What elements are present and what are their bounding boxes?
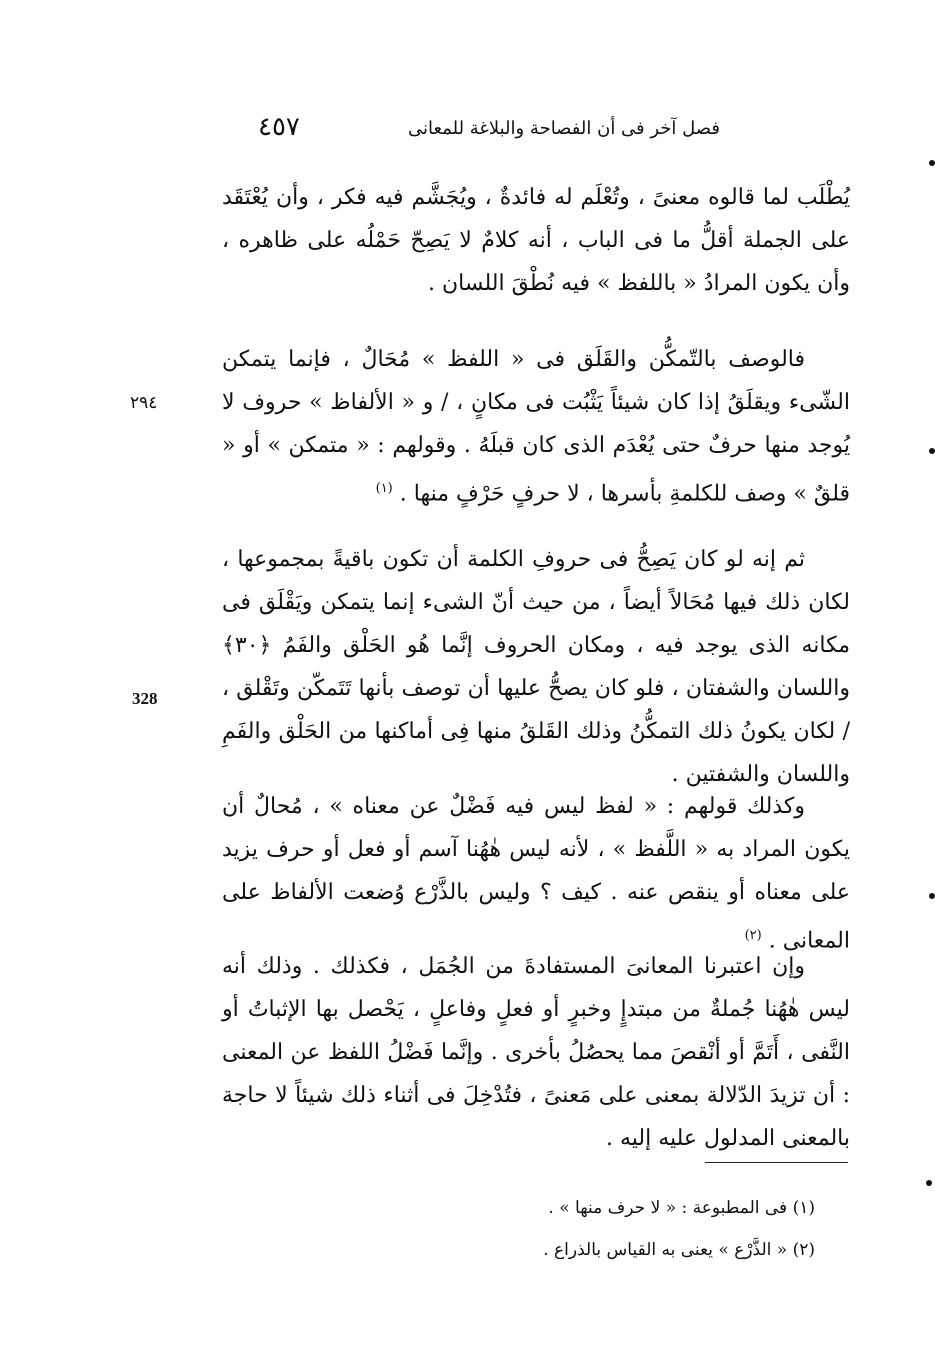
paragraph-text [222,338,850,515]
paragraph-text [222,785,850,962]
paragraph-text: يُطْلَب لما قالوه معنىً ، وتُعْلَم له فائدةٌ ، ويُجَشَّم فيه فكر ، وأن يُعْتَقَد على الجملة أقلُّ ما فى الباب ، أنه كلامٌ لا يَصِحّ حَمْلُه على ظاهره ، وأن يكون المرادُ « باللفظ » فيه نُطْقَ اللسان . [222,185,850,296]
footnote-marker-1[interactable]: (١) [375,481,393,496]
paragraph-main-text: فالوصف بالتّمكُّن والقَلَق فى « اللفظ » مُحَالٌ ، فإنما يتمكن الشّىء ويقلَقُ إذا كان شيئاً يَثْبُت فى مكانٍ ، / و « الألفاظ » حروف لا يُوجد منها حرفٌ حتى يُعْدَم الذى كان قبلَهُ . وقولهم : « متمكن » أو « قلقٌ » وصف للكلمةِ بأسرها ، لا حرفٍ حَرْفٍ منها . [222,347,850,507]
footnote-1: (١) فى المطبوعة : « لا حرف منها » . [548,1198,815,1218]
footnote-marker-2[interactable]: (٢) [744,928,762,943]
scan-mark-dot [929,448,935,454]
paragraph-text: ثم إنه لو كان يَصِحُّ فى حروفِ الكلمة أن تكون باقيةً بمجموعها ، لكان ذلك فيها مُحَالاً أيضاً ، من حيث أنّ الشىء إنما يتمكن ويَقْلَق فى مكانه الذى يوجد فيه ، ومكان الحروف إنَّما هُو الحَلْق والفَمُ ﴿٣٠﴾ واللسان والشفتان ، فلو كان يصحُّ عليها أن توصف بأنها تَتَمكّن وتَقْلق ، / لكان يكونُ ذلك التمكُّنُ وذلك القَلقُ منها فِى أماكنها من الحَلْق والفَمِ واللسان والشفتين . [222,547,850,787]
page-header [250,110,720,150]
margin-reference-294: ٢٩٤ [130,393,158,412]
footnote-2: (٢) « الذَّرْع » يعنى به القياس بالذراع . [543,1240,815,1260]
page-number: ٤٥٧ [258,112,300,142]
paragraph-text: وإن اعتبرنا المعانىَ المستفادةَ من الجُمَل ، فكذلك . وذلك أنه ليس هٰهُنا جُملةٌ من مبتدإٍ وخبرٍ أو فعلٍ وفاعلٍ ، يَحْصل بها الإثباتُ أو النَّفى ، أَتَمَّ أو أنْقصَ مما يحصُلُ بأخرى . وإنَّما فَضْلُ اللفظ عن المعنى : أن تزيدَ الدّلالة بمعنى على مَعنىً ، فتُدْخِلَ فى أثناء ذلك شيئاً لا حاجة بالمعنى المدلول عليه إليه . [222,954,850,1151]
paragraph-4 [222,785,850,962]
scan-mark-dot [926,1180,932,1186]
footnote-separator [705,1162,848,1163]
paragraph-3 [222,538,850,796]
paragraph-2 [222,338,850,515]
running-title: فصل آخر فى أن الفصاحة والبلاغة للمعانى [408,118,720,139]
paragraph-1 [222,176,850,305]
paragraph-5 [222,945,850,1160]
scan-mark-dot [929,160,935,166]
paragraph-main-text: وكذلك قولهم : « لفظ ليس فيه فَضْلٌ عن معناه » ، مُحالٌ أن يكون المراد به « اللَّفظ » ، لأنه ليس هٰهُنا آسم أو فعل أو حرف يزيد على معناه أو ينقص عنه . كيف ؟ وليس بالذَّرْع وُضعت الألفاظ على المعانى . [222,794,850,954]
scan-mark-dot [929,893,935,899]
margin-reference-328: 328 [132,689,158,708]
